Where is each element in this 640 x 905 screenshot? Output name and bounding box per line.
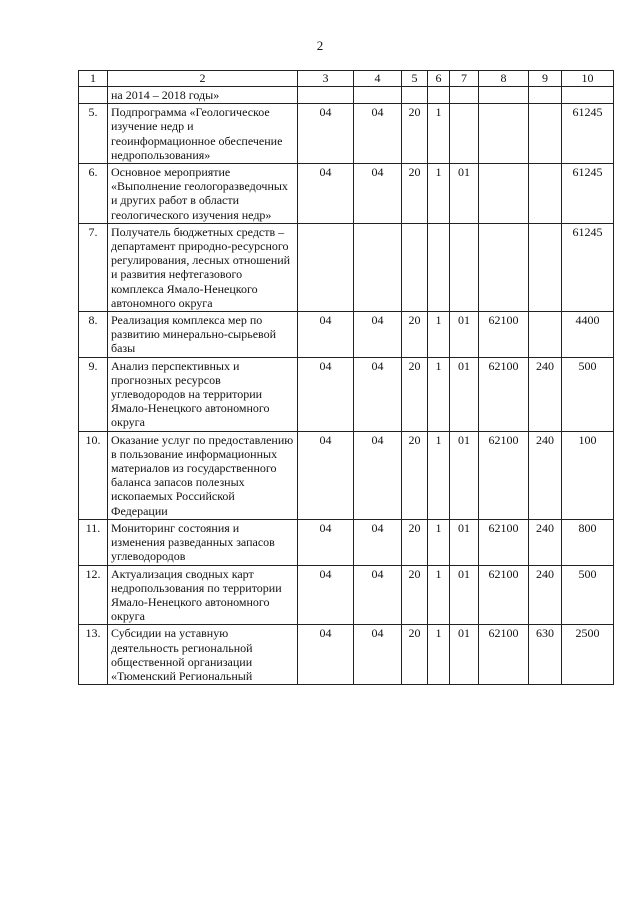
- cell-col3: 04: [298, 431, 354, 519]
- cell-amount: 61245: [562, 223, 614, 311]
- column-header: 3: [298, 71, 354, 87]
- cell-name: Получатель бюджетных средств – департамент природно-ресурсного регулирования, лесных отношений и развития нефтегазового комплекса Ямало-Ненецкого автономного округа: [108, 223, 298, 311]
- cell-col5: 20: [402, 519, 428, 565]
- cell-col9: [529, 164, 562, 224]
- cell-name: Основное мероприятие «Выполнение геологоразведочных и других работ в области геологического изучения недр»: [108, 164, 298, 224]
- cell-col8: 62100: [479, 565, 529, 625]
- cell-num: 6.: [79, 164, 108, 224]
- cell-col5: 20: [402, 164, 428, 224]
- cell-col3: 04: [298, 104, 354, 164]
- cell-col7: 01: [450, 431, 479, 519]
- cell-col5: 20: [402, 312, 428, 358]
- cell-col5: 20: [402, 431, 428, 519]
- cell-col4: 04: [354, 565, 402, 625]
- page-number: 2: [316, 38, 324, 53]
- cell-col8: [479, 104, 529, 164]
- column-header: 10: [562, 71, 614, 87]
- cell-col7: [450, 104, 479, 164]
- table-row: [79, 519, 614, 565]
- table-row: [79, 565, 614, 625]
- cell-col7: 01: [450, 519, 479, 565]
- cell-col6: [428, 223, 450, 311]
- cell-col8: 62100: [479, 431, 529, 519]
- cell-amount: 800: [562, 519, 614, 565]
- cell-col7: 01: [450, 625, 479, 685]
- cell-col7: 01: [450, 312, 479, 358]
- cell-amount: 500: [562, 565, 614, 625]
- cell-col6: 1: [428, 431, 450, 519]
- cell-col8: 62100: [479, 357, 529, 431]
- cell-col4: 04: [354, 357, 402, 431]
- cell-col6: 1: [428, 164, 450, 224]
- cell-col3: 04: [298, 357, 354, 431]
- cell-col4: 04: [354, 104, 402, 164]
- cell-amount: 100: [562, 431, 614, 519]
- table-row: [79, 223, 614, 311]
- cell-col4: 04: [354, 164, 402, 224]
- column-header: 5: [402, 71, 428, 87]
- column-header: 6: [428, 71, 450, 87]
- cell-num: 13.: [79, 625, 108, 685]
- cell-name: Субсидии на уставную деятельность региональной общественной организации «Тюменский Региональный: [108, 625, 298, 685]
- cell-col8: 62100: [479, 519, 529, 565]
- table-row: [79, 431, 614, 519]
- cell-col3: 04: [298, 625, 354, 685]
- cell-col3: 04: [298, 565, 354, 625]
- cell-col6: 1: [428, 625, 450, 685]
- cell-amount: 500: [562, 357, 614, 431]
- table-header-row: [79, 71, 614, 87]
- cell-num: 5.: [79, 104, 108, 164]
- cell-col3: [298, 223, 354, 311]
- cell-col9: 630: [529, 625, 562, 685]
- table-body: [79, 87, 614, 685]
- cell-name: Анализ перспективных и прогнозных ресурсов углеводородов на территории Ямало-Ненецкого автономного округа: [108, 357, 298, 431]
- cell-col3: 04: [298, 312, 354, 358]
- table-row: [79, 104, 614, 164]
- cell-col4: 04: [354, 625, 402, 685]
- column-header: 2: [108, 71, 298, 87]
- cell-col3: 04: [298, 519, 354, 565]
- cell-col8: 62100: [479, 312, 529, 358]
- cell-col3: 04: [298, 164, 354, 224]
- cell-num: 7.: [79, 223, 108, 311]
- cell-col5: 20: [402, 357, 428, 431]
- cell-num: 9.: [79, 357, 108, 431]
- cell-col7: 01: [450, 164, 479, 224]
- table-row: [79, 312, 614, 358]
- cell-col4: 04: [354, 431, 402, 519]
- cell-num: [79, 87, 108, 104]
- cell-amount: 2500: [562, 625, 614, 685]
- continuation-text: на 2014 – 2018 годы»: [108, 87, 298, 104]
- column-header: 4: [354, 71, 402, 87]
- table-row: [79, 164, 614, 224]
- cell-name: Подпрограмма «Геологическое изучение недр и геоинформационное обеспечение недропользования»: [108, 104, 298, 164]
- cell-num: 11.: [79, 519, 108, 565]
- cell-col4: [354, 223, 402, 311]
- cell-col9: [529, 223, 562, 311]
- cell-col9: [529, 104, 562, 164]
- cell-col9: [529, 312, 562, 358]
- cell-num: 12.: [79, 565, 108, 625]
- cell-col6: 1: [428, 519, 450, 565]
- cell-col6: 1: [428, 312, 450, 358]
- cell-amount: 61245: [562, 104, 614, 164]
- cell-col8: [479, 164, 529, 224]
- cell-col9: 240: [529, 431, 562, 519]
- cell-col9: 240: [529, 519, 562, 565]
- cell-col5: [402, 223, 428, 311]
- cell-col7: 01: [450, 357, 479, 431]
- column-header: 9: [529, 71, 562, 87]
- cell-name: Реализация комплекса мер по развитию минерально-сырьевой базы: [108, 312, 298, 358]
- cell-name: Актуализация сводных карт недропользования по территории Ямало-Ненецкого автономного округа: [108, 565, 298, 625]
- cell-col7: [450, 223, 479, 311]
- column-header: 1: [79, 71, 108, 87]
- cell-col6: 1: [428, 565, 450, 625]
- cell-col4: 04: [354, 519, 402, 565]
- column-header: 8: [479, 71, 529, 87]
- cell-name: Мониторинг состояния и изменения разведанных запасов углеводородов: [108, 519, 298, 565]
- cell-col6: 1: [428, 104, 450, 164]
- continuation-row: [79, 87, 614, 104]
- cell-num: 8.: [79, 312, 108, 358]
- table-row: [79, 357, 614, 431]
- cell-name: Оказание услуг по предоставлению в пользование информационных материалов из государственного баланса запасов полезных ископаемых Российской Федерации: [108, 431, 298, 519]
- table-row: [79, 625, 614, 685]
- cell-col5: 20: [402, 625, 428, 685]
- cell-col9: 240: [529, 357, 562, 431]
- cell-col6: 1: [428, 357, 450, 431]
- cell-col8: [479, 223, 529, 311]
- cell-col5: 20: [402, 565, 428, 625]
- cell-amount: 61245: [562, 164, 614, 224]
- cell-amount: 4400: [562, 312, 614, 358]
- cell-col7: 01: [450, 565, 479, 625]
- cell-col9: 240: [529, 565, 562, 625]
- column-header: 7: [450, 71, 479, 87]
- cell-col8: 62100: [479, 625, 529, 685]
- cell-num: 10.: [79, 431, 108, 519]
- cell-col4: 04: [354, 312, 402, 358]
- cell-col5: 20: [402, 104, 428, 164]
- budget-table: [78, 70, 614, 685]
